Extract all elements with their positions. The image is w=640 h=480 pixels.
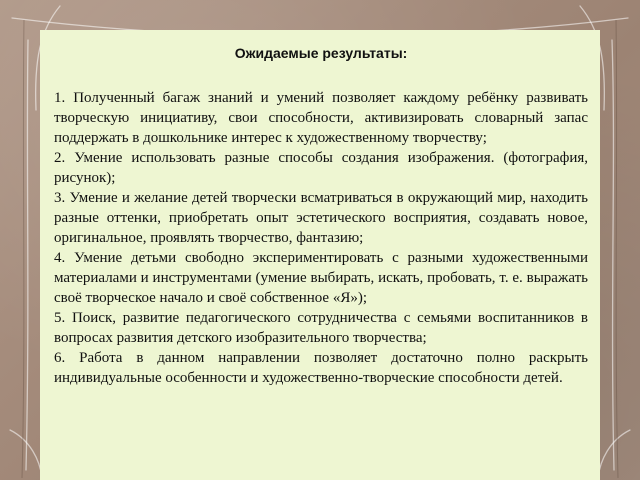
list-item: 2. Умение использовать разные способы создания изображения. (фотография, рисунок); [54,150,588,186]
list-item: 4. Умение детьми свободно экспериментировать с разными художественными материалами и инструментами (умение выбирать, искать, пробовать, т. е. выражать своё творческое начало и своё собственное «Я»); [54,250,588,306]
list-item: 6. Работа в данном направлении позволяет достаточно полно раскрыть индивидуальные особенности и художественно-творческие способности детей. [54,350,588,386]
list-item: 1. Полученный багаж знаний и умений позволяет каждому ребёнку развивать творческую инициативу, свои способности, активизировать словарный запас поддержать в дошкольнике интерес к художественному творчеству; [54,90,588,146]
list-item: 3. Умение и желание детей творчески всматриваться в окружающий мир, находить разные оттенки, приобретать опыт эстетического восприятия, создавать новое, оригинальное, проявлять творчество, фантазию; [54,190,588,246]
content-panel [40,30,600,480]
document-title: Ожидаемые результаты: [234,45,408,61]
results-list [54,88,588,388]
list-item: 5. Поиск, развитие педагогического сотрудничества с семьями воспитанников в вопросах развития детского изобразительного творчества; [54,310,588,346]
